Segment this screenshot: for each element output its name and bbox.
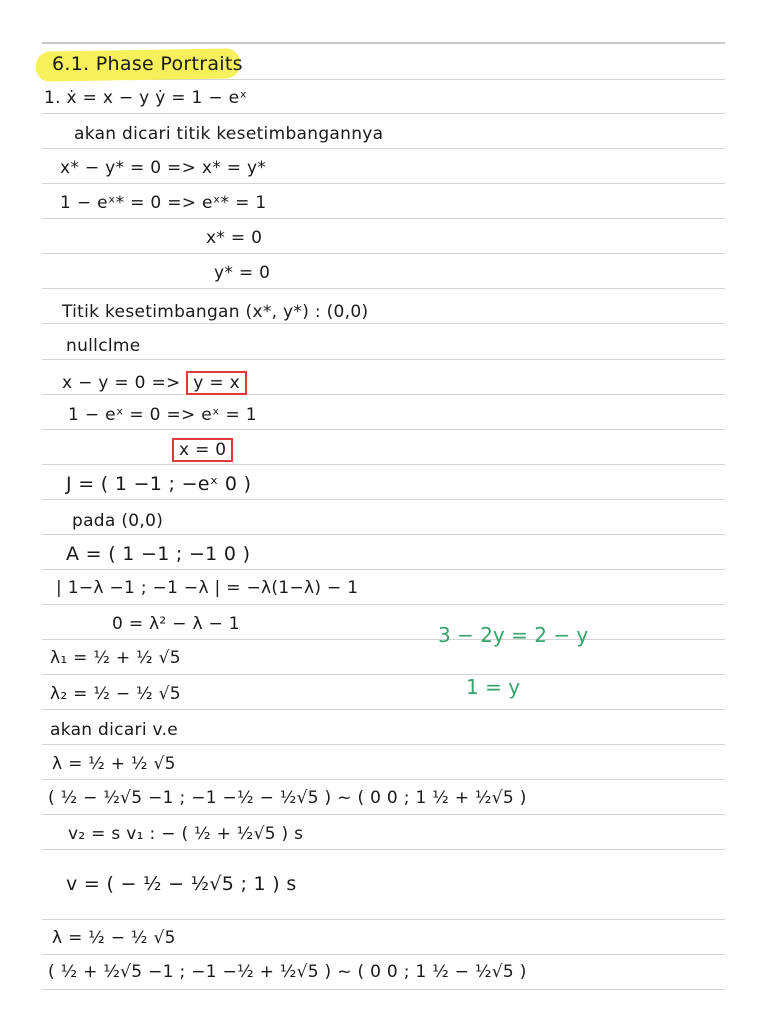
ruled-line <box>42 288 725 289</box>
ruled-line <box>42 464 725 465</box>
math-line: 1 − eˣ = 0 => eˣ = 1 <box>68 405 257 425</box>
page-title: 6.1. Phase Portraits <box>52 53 243 75</box>
matrix-a: A = ( 1 −1 ; −1 0 ) <box>66 543 251 565</box>
ruled-line <box>42 709 725 710</box>
ruled-line <box>42 323 725 324</box>
note-line: Titik kesetimbangan (x*, y*) : (0,0) <box>62 302 369 322</box>
ruled-line <box>42 183 725 184</box>
note-line: pada (0,0) <box>72 511 164 531</box>
matrix-reduction: ( ½ − ½√5 −1 ; −1 −½ − ½√5 ) ~ ( 0 0 ; 1 ½ + ½√5 ) <box>48 788 527 808</box>
ruled-line <box>42 779 725 780</box>
eigenvalue-line: λ = ½ − ½ √5 <box>52 928 176 948</box>
ruled-line <box>42 919 725 920</box>
ruled-line <box>42 113 725 114</box>
nullcline-line <box>62 371 247 395</box>
eigenvalue-1: λ₁ = ½ + ½ √5 <box>50 648 181 668</box>
ruled-line <box>42 359 725 360</box>
ruled-line <box>42 569 725 570</box>
ruled-line <box>42 499 725 500</box>
math-line: y* = 0 <box>214 263 271 283</box>
boxed-result: x = 0 <box>172 438 233 462</box>
ruled-line <box>42 148 725 149</box>
matrix-reduction: ( ½ + ½√5 −1 ; −1 −½ + ½√5 ) ~ ( 0 0 ; 1 ½ − ½√5 ) <box>48 962 527 982</box>
eigenvalue-2: λ₂ = ½ − ½ √5 <box>50 684 181 704</box>
ruled-line <box>42 429 725 430</box>
boxed-result: y = x <box>186 371 247 395</box>
characteristic-equation: 0 = λ² − λ − 1 <box>112 614 240 634</box>
ruled-line <box>42 253 725 254</box>
math-text: x − y = 0 => <box>62 373 181 393</box>
side-note-equation: 3 − 2y = 2 − y <box>438 623 589 647</box>
jacobian-matrix: J = ( 1 −1 ; −eˣ 0 ) <box>66 473 252 495</box>
ruled-line <box>42 534 725 535</box>
note-line: nullclme <box>66 336 141 356</box>
determinant-line: | 1−λ −1 ; −1 −λ | = −λ(1−λ) − 1 <box>56 578 359 598</box>
side-note-result: 1 = y <box>466 675 521 699</box>
ruled-line <box>42 954 725 955</box>
ruled-line <box>42 814 725 815</box>
page-top-rule <box>42 42 725 44</box>
ruled-line <box>42 744 725 745</box>
math-line: x* = 0 <box>206 228 263 248</box>
ruled-line <box>42 604 725 605</box>
eigenvalue-line: λ = ½ + ½ √5 <box>52 754 176 774</box>
note-line: akan dicari titik kesetimbangannya <box>74 124 384 144</box>
system-equations: 1. ẋ = x − y ẏ = 1 − eˣ <box>44 88 248 108</box>
math-line: 1 − eˣ* = 0 => eˣ* = 1 <box>60 193 267 213</box>
ruled-line <box>42 674 725 675</box>
ruled-line <box>42 989 725 990</box>
note-line: akan dicari v.e <box>50 720 179 740</box>
nullcline-line <box>172 438 233 462</box>
math-line: x* − y* = 0 => x* = y* <box>60 158 267 178</box>
ruled-line <box>42 218 725 219</box>
ruled-line <box>42 639 725 640</box>
ruled-line <box>42 849 725 850</box>
eigenvector: v = ( − ½ − ½√5 ; 1 ) s <box>66 873 297 895</box>
eigenvector-components: v₂ = s v₁ : − ( ½ + ½√5 ) s <box>68 824 304 844</box>
